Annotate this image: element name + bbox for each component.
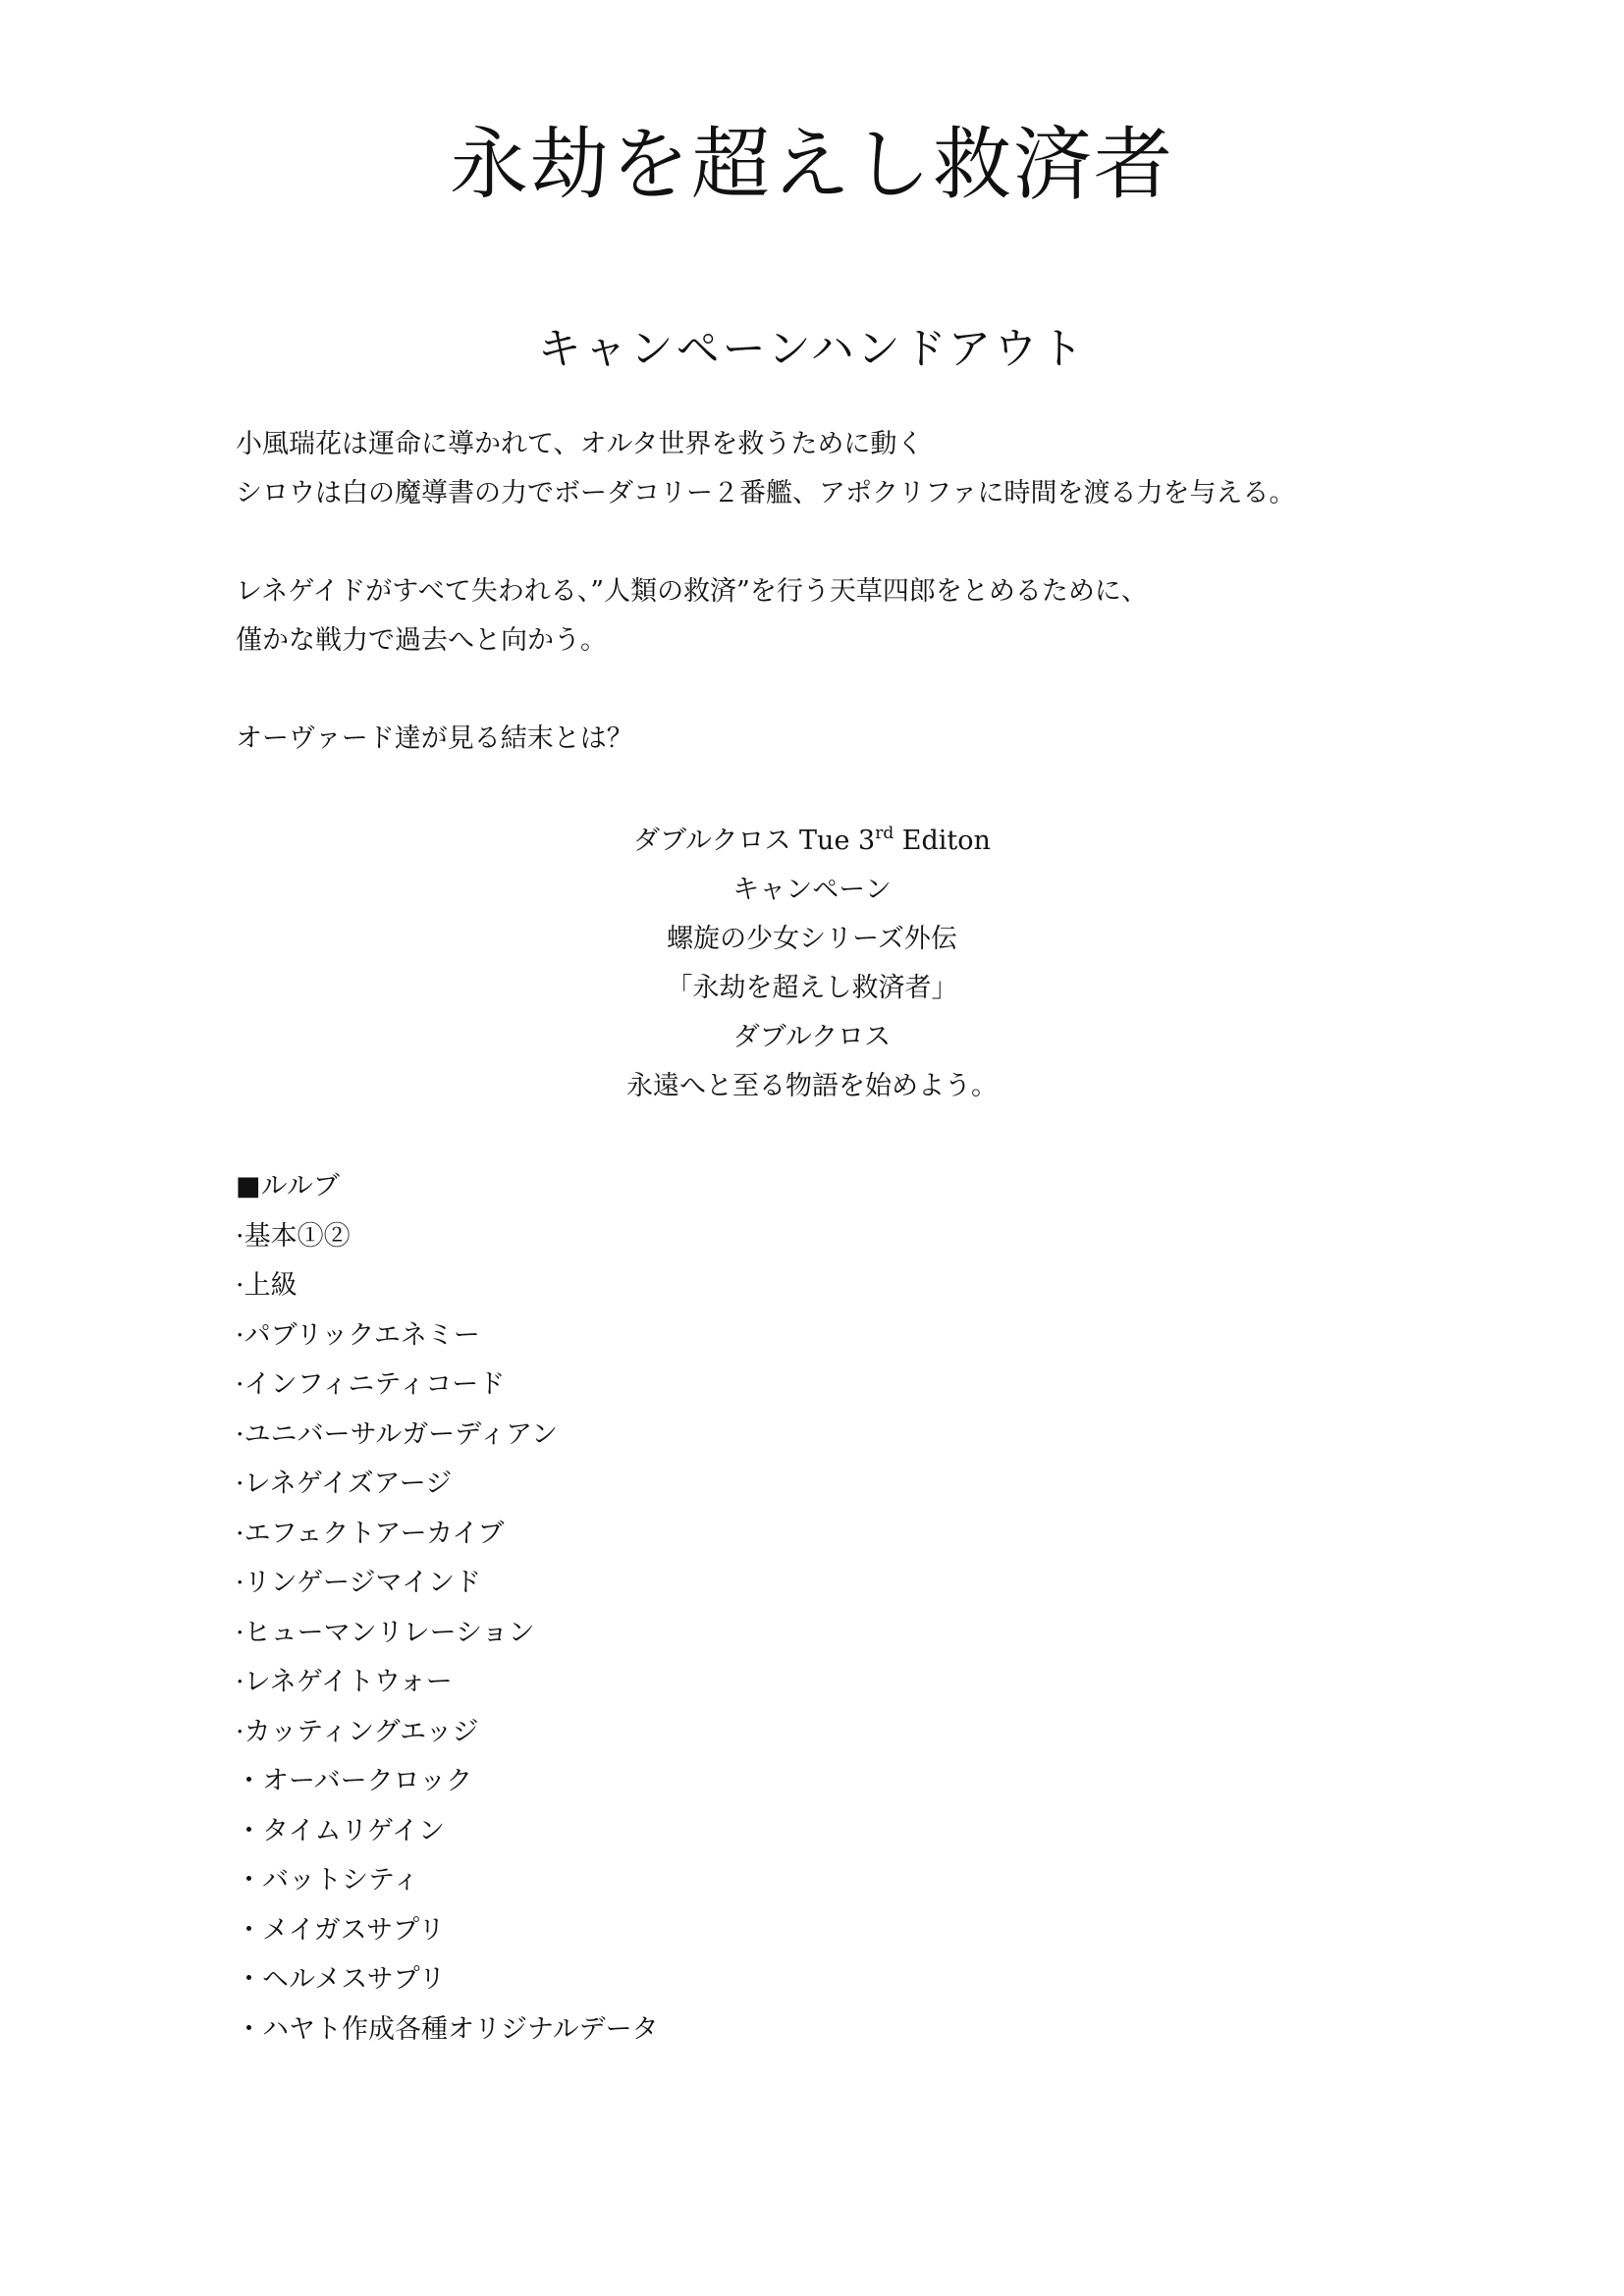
list-item: ・タイムリゲイン — [236, 1815, 446, 1846]
list-item: ・オーバークロック — [236, 1766, 473, 1796]
system-line — [0, 817, 1624, 866]
list-item: ·レネゲイトウォー — [236, 1667, 453, 1697]
list-item: ・バットシティ — [236, 1865, 419, 1896]
list-item: ·リンゲージマインド — [236, 1568, 481, 1598]
edition-suffix: rd — [875, 824, 894, 843]
intro-line: 僅かな戦力で過去へと向かう。 — [236, 625, 607, 656]
list-item: ・ハヤト作成各種オリジナルデータ — [236, 2013, 659, 2045]
intro-text — [236, 420, 1414, 764]
list-item: ·エフェクトアーカイブ — [236, 1518, 505, 1549]
intro-line: シロウは白の魔導書の力でボーダコリー２番艦、アポクリファに時間を渡る力を与える。 — [236, 478, 1296, 508]
list-item: ·パブリックエネミー — [236, 1319, 480, 1351]
intro-line: レネゲイドがすべて失われる、”人類の救済”を行う天草四郎をとめるために、 — [236, 576, 1148, 607]
list-item: ·ヒューマンリレーション — [236, 1617, 535, 1648]
list-item: ·インフィニティコード — [236, 1369, 506, 1400]
campaign-title: 「永劫を超えし救済者」 — [666, 973, 958, 1003]
list-item: ·基本①② — [236, 1220, 351, 1252]
paragraph-gap — [236, 666, 1414, 715]
rulebook-list — [236, 1162, 1414, 2055]
paragraph-gap — [236, 518, 1414, 567]
list-item: ・メイガスサプリ — [236, 1914, 446, 1946]
list-item: ・ヘルメスサプリ — [236, 1964, 446, 1995]
edition-name: Editon — [893, 826, 991, 856]
list-item: ·ユニバーサルガーディアン — [236, 1418, 558, 1450]
tagline: 永遠へと至る物語を始めよう。 — [626, 1071, 998, 1101]
rulebook-items — [236, 1212, 1414, 2056]
system-name: ダブルクロス Tue 3 — [633, 826, 876, 856]
campaign-type: キャンペーン — [732, 875, 892, 905]
page-subtitle: キャンペーンハンドアウト — [537, 324, 1087, 374]
list-item: ·上級 — [236, 1270, 298, 1301]
intro-line: 小風瑞花は運命に導かれて、オルタ世界を救うために動く — [236, 429, 924, 459]
intro-line: オーヴァード達が見る結末とは？ — [236, 723, 633, 754]
list-item: ·カッティングエッジ — [236, 1716, 479, 1747]
page-title: 永劫を超えし救済者 — [450, 119, 1174, 210]
rulebook-heading: ■ルルブ — [236, 1171, 340, 1201]
game-name: ダブルクロス — [732, 1022, 892, 1052]
series-name: 螺旋の少女シリーズ外伝 — [667, 924, 957, 954]
list-item: ·レネゲイズアージ — [236, 1468, 453, 1499]
campaign-info — [0, 817, 1624, 1111]
